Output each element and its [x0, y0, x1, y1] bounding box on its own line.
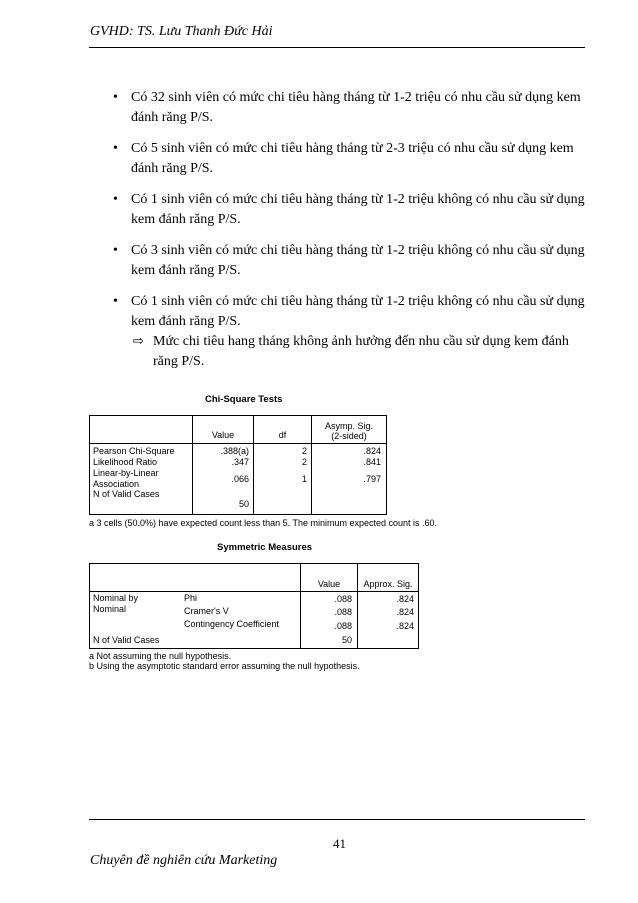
row-label: Linear-by-Linear: [93, 468, 159, 478]
cell-value: 50: [238, 499, 249, 509]
group-label: Nominal: [93, 604, 127, 614]
measure-label: Phi: [184, 593, 198, 603]
cell-value: .066: [231, 474, 249, 484]
bullet-item: [113, 190, 593, 230]
cell-value: .388(a): [220, 446, 249, 456]
group-label: Nominal by: [93, 593, 139, 603]
column-header-value: Value: [211, 430, 235, 440]
column-header-value: Value: [317, 579, 341, 589]
bullet-line: Có 1 sinh viên có mức chi tiêu hàng tháng từ 1-2 triệu không có nhu cầu sử dụng: [131, 294, 585, 309]
bullet-dot: •: [113, 192, 118, 207]
header-rule: [89, 47, 585, 48]
cell-value: .088: [334, 621, 352, 631]
row-label: N of Valid Cases: [93, 635, 160, 645]
row-label: Likelihood Ratio: [93, 457, 158, 467]
row-label: N of Valid Cases: [93, 489, 160, 499]
cell-df: 1: [301, 474, 307, 484]
column-header-asymp: (2-sided): [331, 431, 367, 441]
cell-value: .088: [334, 607, 352, 617]
bullet-dot: •: [113, 294, 118, 309]
bullet-line: Có 32 sinh viên có mức chi tiêu hàng tháng từ 1-2 triệu có nhu cầu sử dụng kem: [131, 90, 581, 105]
conclusion-line: Mức chi tiêu hang tháng không ảnh hưởng đến nhu cầu sử dụng kem đánh: [153, 334, 569, 349]
bullet-dot: •: [113, 90, 118, 105]
arrow-right-icon: ⇨: [133, 334, 144, 349]
cell-value: .347: [231, 457, 249, 467]
table-divider: [89, 443, 387, 444]
bullet-item: [113, 241, 593, 281]
page-number: 41: [333, 836, 346, 851]
column-header-asymp: Asymp. Sig.: [324, 421, 373, 431]
bullet-dot: •: [113, 141, 118, 156]
symmetric-title: Symmetric Measures: [217, 542, 313, 553]
cell-sig: .797: [363, 474, 381, 484]
cell-sig: .841: [363, 457, 381, 467]
cell-value: .088: [334, 594, 352, 604]
cell-sig: .824: [396, 621, 414, 631]
bullet-line: Có 3 sinh viên có mức chi tiêu hàng tháng từ 1-2 triệu không có nhu cầu sử dụng: [131, 243, 585, 258]
table-divider: [357, 563, 358, 649]
symmetric-footnote-a: a Not assuming the null hypothesis.: [89, 651, 232, 661]
symmetric-footnote-b: b Using the asymptotic standard error assuming the null hypothesis.: [89, 661, 360, 671]
conclusion-line: răng P/S.: [153, 354, 205, 369]
header-advisor: GVHD: TS. Lưu Thanh Đức Hải: [90, 24, 273, 39]
row-label: Association: [93, 479, 140, 489]
bullet-list: [113, 88, 593, 343]
table-divider: [300, 563, 301, 649]
column-header-sig: Approx. Sig.: [363, 579, 413, 589]
bullet-line: kem đánh răng P/S.: [131, 263, 241, 278]
chi-square-footnote: a 3 cells (50.0%) have expected count less than 5. The minimum expected count is .60.: [89, 518, 438, 528]
table-divider: [89, 591, 419, 592]
column-header-df: df: [278, 430, 287, 440]
row-label: Pearson Chi-Square: [93, 446, 175, 456]
cell-value: 50: [341, 635, 352, 645]
measure-label: Contingency Coefficient: [184, 619, 279, 629]
bullet-line: kem đánh răng P/S.: [131, 212, 241, 227]
bullet-dot: •: [113, 243, 118, 258]
footer-title: Chuyên đề nghiên cứu Marketing: [90, 853, 278, 868]
conclusion: [133, 332, 603, 372]
bullet-item: [113, 292, 593, 332]
bullet-item: [113, 88, 593, 128]
bullet-line: đánh răng P/S.: [131, 161, 214, 176]
bullet-line: kem đánh răng P/S.: [131, 314, 241, 329]
cell-sig: .824: [363, 446, 381, 456]
bullet-line: đánh răng P/S.: [131, 110, 214, 125]
chi-square-title: Chi-Square Tests: [205, 394, 283, 405]
bullet-line: Có 1 sinh viên có mức chi tiêu hàng tháng từ 1-2 triệu không có nhu cầu sử dụng: [131, 192, 585, 207]
cell-sig: .824: [396, 594, 414, 604]
cell-df: 2: [301, 457, 307, 467]
cell-df: 2: [301, 446, 307, 456]
bullet-item: [113, 139, 593, 179]
cell-sig: .824: [396, 607, 414, 617]
bullet-line: Có 5 sinh viên có mức chi tiêu hàng tháng từ 2-3 triệu có nhu cầu sử dụng kem: [131, 141, 574, 156]
footer-rule: [89, 819, 585, 820]
measure-label: Cramer's V: [184, 606, 229, 616]
